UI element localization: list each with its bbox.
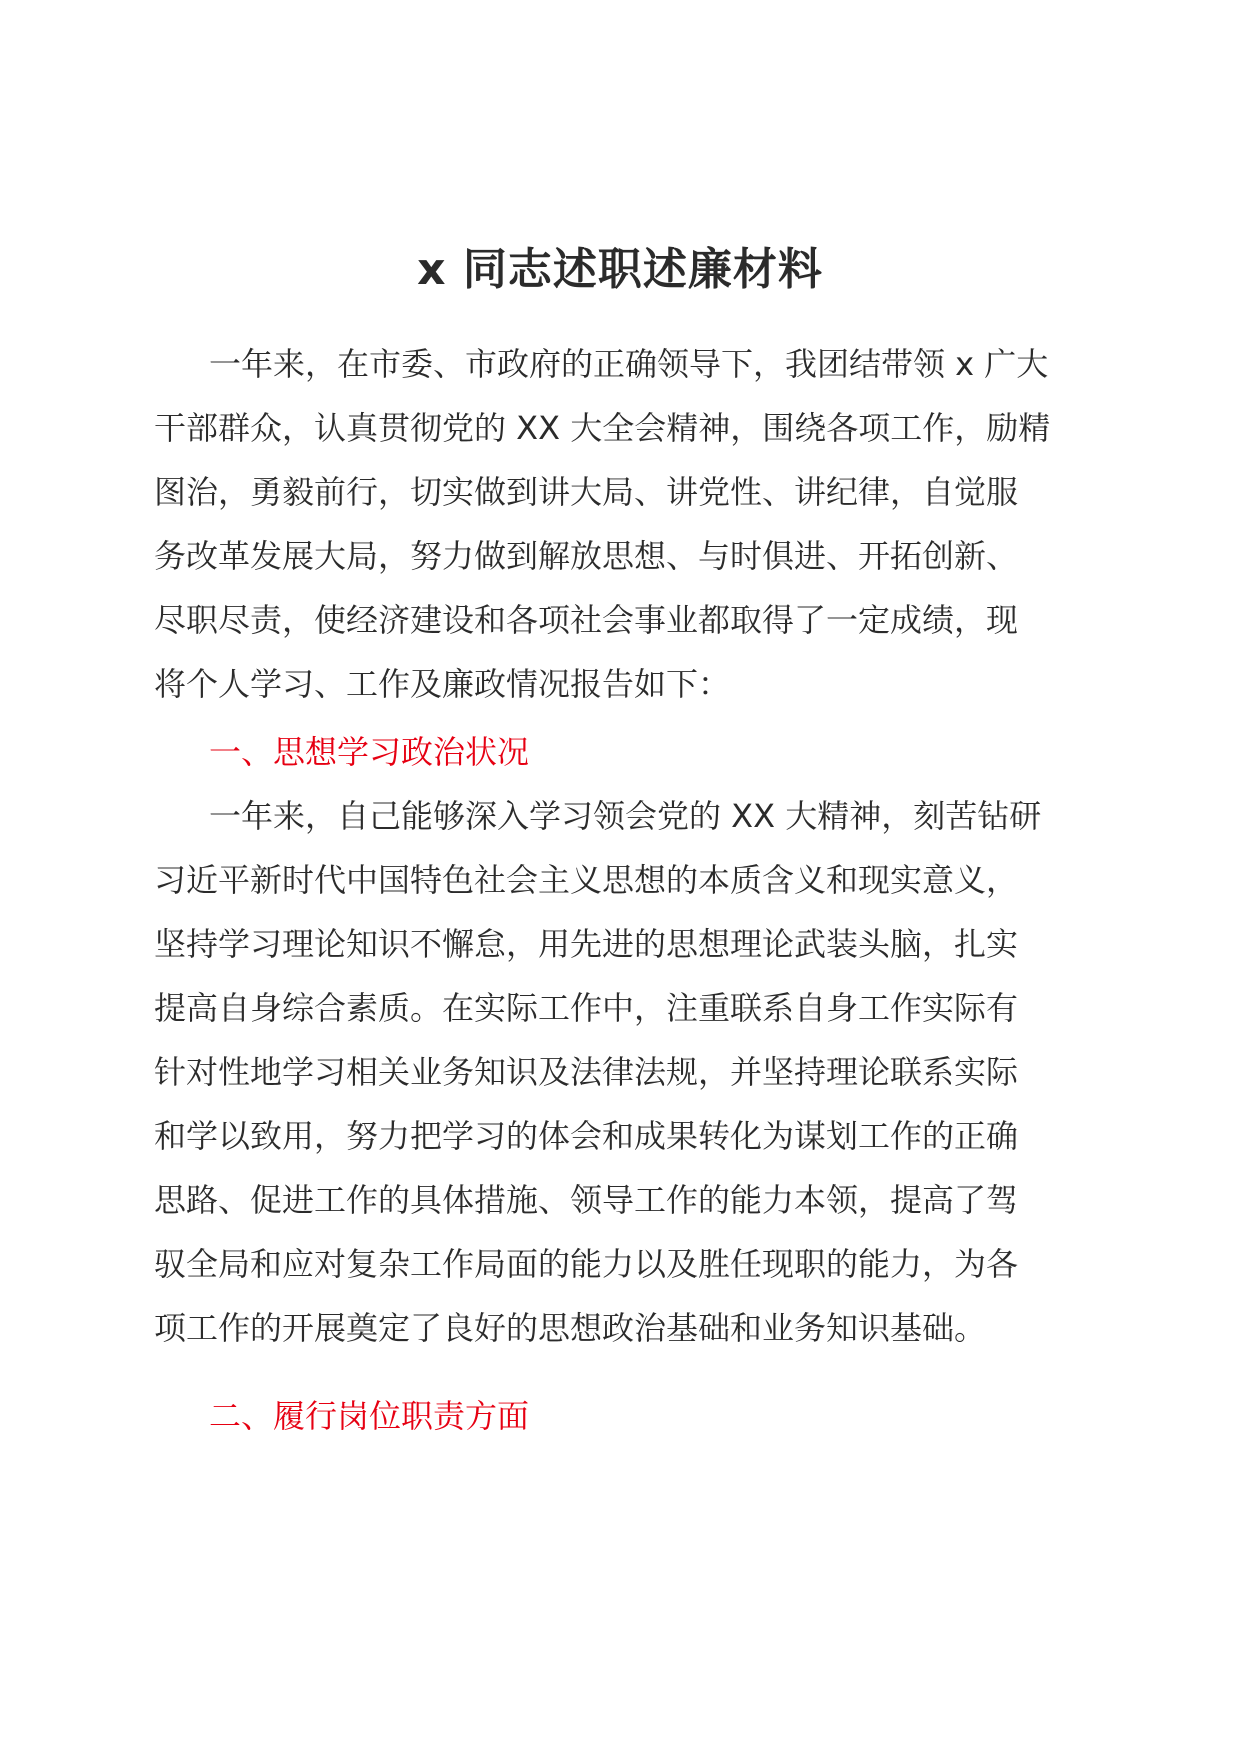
section-heading-text: 一、思想学习政治状况 — [209, 733, 530, 771]
paragraph-line: 尽职尽责，使经济建设和各项社会事业都取得了一定成绩，现 — [154, 601, 1019, 639]
paragraph-line: 提高自身综合素质。在实际工作中，注重联系自身工作实际有 — [154, 989, 1019, 1027]
paragraph-line: 一年来，在市委、市政府的正确领导下，我团结带领 x 广大 — [209, 345, 1049, 383]
paragraph-line: 项工作的开展奠定了良好的思想政治基础和业务知识基础。 — [154, 1309, 987, 1347]
paragraph-line: 思路、促进工作的具体措施、领导工作的能力本领，提高了驾 — [154, 1181, 1019, 1219]
paragraph-line: 干部群众，认真贯彻党的 XX 大全会精神，围绕各项工作，励精 — [154, 409, 1051, 447]
paragraph-line: 务改革发展大局，努力做到解放思想、与时俱进、开拓创新、 — [154, 537, 1019, 575]
paragraph-line: 将个人学习、工作及廉政情况报告如下： — [154, 665, 731, 703]
paragraph-intro — [154, 332, 1086, 716]
document-title: x 同志述职述廉材料 — [417, 244, 823, 295]
section-heading-1 — [154, 720, 1086, 784]
paragraph-line: 驭全局和应对复杂工作局面的能力以及胜任现职的能力，为各 — [154, 1245, 1019, 1283]
paragraph-line: 针对性地学习相关业务知识及法律法规，并坚持理论联系实际 — [154, 1053, 1019, 1091]
paragraph-line: 坚持学习理论知识不懈怠，用先进的思想理论武装头脑，扎实 — [154, 925, 1019, 963]
paragraph-line: 图治，勇毅前行，切实做到讲大局、讲党性、讲纪律，自觉服 — [154, 473, 1019, 511]
paragraph-line: 一年来，自己能够深入学习领会党的 XX 大精神，刻苦钻研 — [209, 797, 1042, 835]
paragraph-study — [154, 784, 1086, 1360]
paragraph-line: 习近平新时代中国特色社会主义思想的本质含义和现实意义， — [154, 861, 1019, 899]
paragraph-line: 和学以致用，努力把学习的体会和成果转化为谋划工作的正确 — [154, 1117, 1019, 1155]
section-heading-2 — [154, 1384, 1086, 1448]
section-heading-text: 二、履行岗位职责方面 — [209, 1397, 530, 1435]
